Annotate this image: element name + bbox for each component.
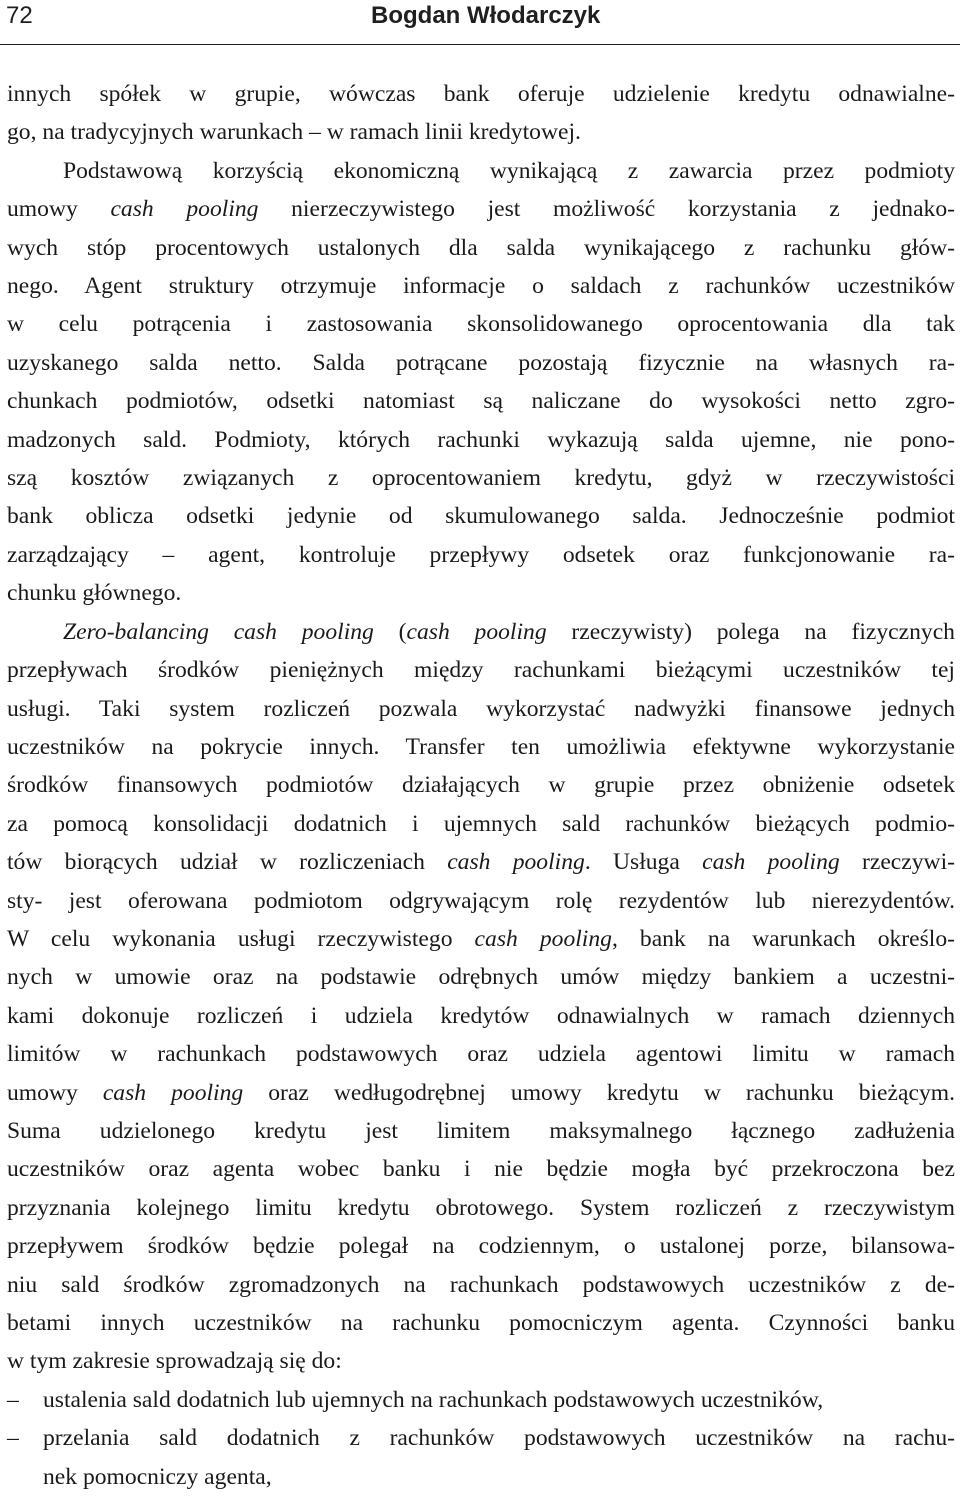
list-item: – ustalenia sald dodatnich lub ujemnych na rachunkach podstawowych uczestników, xyxy=(7,1381,955,1419)
text-line: usługi. Taki system rozliczeń pozwala wykorzystać nadwyżki finansowe jednych xyxy=(7,695,955,722)
text-line: Zero-balancing cash pooling (cash pooling rzeczywisty) polega na fizycznych xyxy=(63,618,955,645)
text-line: przyznania kolejnego limitu kredytu obrotowego. System rozliczeń z rzeczywistym xyxy=(7,1194,955,1221)
text-line: chunku głównego. xyxy=(7,580,182,607)
text-line: tów biorących udział w rozliczeniach cash pooling. Usługa cash pooling rzeczywi- xyxy=(7,849,955,876)
text-line: umowy cash pooling oraz wedługodrębnej umowy kredytu w rachunku bieżącym. xyxy=(7,1079,955,1106)
running-header xyxy=(0,0,960,45)
text-line: madzonych sald. Podmioty, których rachunki wykazują salda ujemne, nie pono- xyxy=(7,426,955,453)
text-line: zarządzający – agent, kontroluje przepływy odsetek oraz funkcjonowanie ra- xyxy=(7,541,955,568)
text-line: przepływach środków pieniężnych między rachunkami bieżącymi uczestników tej xyxy=(7,657,955,684)
text-line: nek pomocniczy agenta, xyxy=(43,1463,272,1490)
text-line: nych w umowie oraz na podstawie odrębnych umów między bankiem a uczestni- xyxy=(7,964,955,991)
text-line: środków finansowych podmiotów działających w grupie przez obniżenie odsetek xyxy=(7,772,955,799)
text-line: w tym zakresie sprowadzają się do: xyxy=(7,1348,342,1375)
list-bullet-dash: – xyxy=(7,1386,19,1413)
text-line: niu sald środków zgromadzonych na rachunkach podstawowych uczestników z de- xyxy=(7,1271,955,1298)
text-line: go, na tradycyjnych warunkach – w ramach linii kredytowej. xyxy=(7,119,581,146)
text-line: uzyskanego salda netto. Salda potrącane pozostają fizycznie na własnych ra- xyxy=(7,349,955,376)
text-line: kami dokonuje rozliczeń i udziela kredytów odnawialnych w ramach dziennych xyxy=(7,1002,955,1029)
body-text xyxy=(7,75,955,1496)
text-line: za pomocą konsolidacji dodatnich i ujemnych sald rachunków bieżących podmio- xyxy=(7,810,955,837)
text-line: W celu wykonania usługi rzeczywistego cash pooling, bank na warunkach określo- xyxy=(7,925,956,952)
list-item: – przelania sald dodatnich z rachunków podstawowych uczestników na rachu- xyxy=(7,1419,955,1457)
text-line: betami innych uczestników na rachunku pomocniczym agenta. Czynności banku xyxy=(7,1310,955,1336)
page-number: 72 xyxy=(6,2,33,29)
text-line: Suma udzielonego kredytu jest limitem maksymalnego łącznego zadłużenia xyxy=(7,1117,955,1144)
text-line: uczestników na pokrycie innych. Transfer ten umożliwia efektywne wykorzystanie xyxy=(7,733,955,760)
text-line: chunkach podmiotów, odsetki natomiast są naliczane do wysokości netto zgro- xyxy=(7,388,955,415)
running-head-author: Bogdan Włodarczyk xyxy=(371,2,601,29)
list-bullet-dash: – xyxy=(7,1425,19,1452)
text-line: przepływem środków będzie polegał na codziennym, o ustalonej porze, bilansowa- xyxy=(7,1233,955,1260)
text-line: w celu potrącenia i zastosowania skonsolidowanego oprocentowania dla tak xyxy=(7,311,955,338)
text-line: bank oblicza odsetki jedynie od skumulowanego salda. Jednocześnie podmiot xyxy=(7,503,955,530)
text-line: sty- jest oferowana podmiotom odgrywającym rolę rezydentów lub nierezydentów. xyxy=(7,887,955,914)
text-line: limitów w rachunkach podstawowych oraz udziela agentowi limitu w ramach xyxy=(7,1041,955,1068)
text-line: innych spółek w grupie, wówczas bank oferuje udzielenie kredytu odnawialne- xyxy=(7,81,955,107)
text-line: uczestników oraz agenta wobec banku i nie będzie mogła być przekroczona bez xyxy=(7,1156,955,1183)
text-line: umowy cash pooling nierzeczywistego jest możliwość korzystania z jednako- xyxy=(7,196,955,223)
text-line: wych stóp procentowych ustalonych dla salda wynikającego z rachunku głów- xyxy=(7,234,955,261)
text-line: nego. Agent struktury otrzymuje informacje o saldach z rachunków uczestników xyxy=(7,273,955,300)
text-line: Podstawową korzyścią ekonomiczną wynikającą z zawarcia przez podmioty xyxy=(63,157,955,184)
text-line: szą kosztów związanych z oprocentowaniem kredytu, gdyż w rzeczywistości xyxy=(7,465,955,492)
